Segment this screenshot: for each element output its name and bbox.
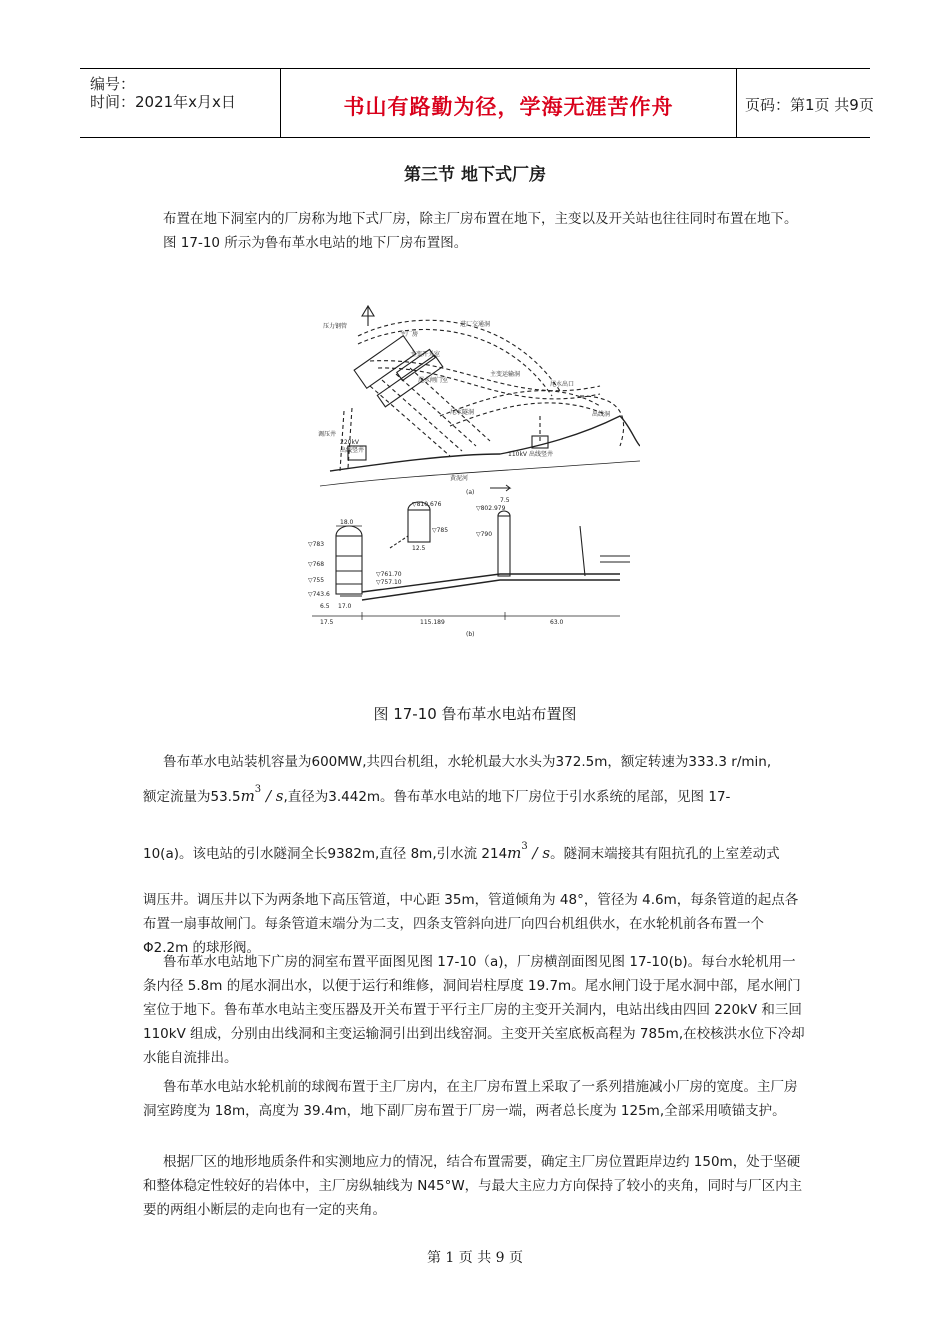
fig-label: ▽757.10 [376, 579, 402, 586]
p1-text-d: 10(a)。该电站的引水隧洞全长9382m,直径 8m,引水流 214 [143, 846, 508, 862]
unit-exponent: 3 [254, 784, 262, 795]
figure-section-view [312, 502, 630, 620]
fig-label: 出线竖井 [340, 447, 365, 454]
header-page-number: 页码：第1页 共9页 [745, 96, 874, 114]
fig-label: 110kV 出线竖井 [508, 451, 553, 458]
fig-label: (a) [466, 489, 475, 496]
fig-label: 主厂房 [400, 331, 419, 338]
fig-label: 17.5 [320, 619, 334, 626]
fig-label: ▽761.70 [376, 571, 402, 578]
fig-label: 调压井 [318, 431, 337, 438]
intro-line-2: 图 17-10 所示为鲁布革水电站的地下厂房布置图。 [163, 235, 468, 251]
figure-section-labels [308, 497, 564, 638]
header-page-cell [735, 69, 874, 137]
paragraph-4 [143, 1150, 808, 1222]
unit-exponent: 3 [521, 841, 528, 852]
p2-text: 鲁布革水电站地下广房的洞室布置平面图见图 17-10（a)，厂房横剖面图见图 17-10(b)。每台水轮机用一条内径 5.8m 的尾水洞出水，以便于运行和维修，洞间岩柱厚度 19.7m。尾水闸门设于尾水洞中部，尾水闸门室位于地下。鲁布革水电站主变压器及开关布置于平行主厂房的主变开关洞内，电站出线由四回 220kV 和三回 110kV 组成，分别由出线洞和主变运输洞引出到出线窑洞。主变开关室底板高程为 785m,在校核洪水位下冷却水能自流排出。 [143, 954, 805, 1066]
fig-label: 压力钢管 [323, 323, 348, 330]
figure-plan-labels [318, 320, 610, 496]
doc-date-label: 时间：2021年x月x日 [90, 93, 236, 111]
fig-label: 17.0 [338, 603, 352, 610]
figure-caption: 图 17-10 鲁布革水电站布置图 [373, 705, 577, 723]
fig-label: 18.0 [340, 519, 354, 526]
north-arrow-icon [362, 306, 374, 326]
p1-line-2 [143, 778, 808, 809]
fig-label: 12.5 [412, 545, 426, 552]
fig-label: 尾水闸门室 [418, 377, 449, 384]
p1-line-3 [143, 835, 808, 866]
paragraph-1 [143, 750, 808, 960]
p1-text-c: ,直径为3.442m。鲁布革水电站的地下厂房位于引水系统的尾部，见图 17- [283, 789, 731, 805]
fig-label: ▽743.6 [308, 591, 330, 598]
fig-label: ▽810.676 [412, 501, 442, 508]
fig-label: 115.189 [420, 619, 445, 626]
p1-text-e: 。隧洞末端接其有阻抗孔的上室差动式 [550, 846, 780, 862]
p1-text-b: 额定流量为53.5 [143, 789, 241, 805]
fig-label: ▽790 [476, 531, 493, 538]
paragraph-3 [143, 1075, 808, 1123]
fig-label: ▽755 [308, 577, 325, 584]
fig-label: 63.0 [550, 619, 564, 626]
fig-label: 7.5 [500, 497, 510, 504]
fig-label: 主变开关室 [410, 351, 441, 358]
paragraph-2 [143, 950, 808, 1070]
header-meta-cell [80, 69, 280, 137]
fig-label: 进厂交通洞 [460, 321, 491, 328]
fig-label: 220kV [340, 439, 360, 446]
fig-label: 出线洞 [592, 411, 611, 418]
unit-tail: / s [261, 787, 284, 805]
fig-label: (b) [466, 631, 475, 638]
page-footer: 第 1 页 共 9 页 [426, 1250, 524, 1266]
figure-17-10 [300, 296, 640, 644]
section-title: 第三节 地下式厂房 [404, 165, 546, 185]
fig-label: ▽785 [432, 527, 449, 534]
fig-label: 尾水隧洞 [450, 409, 475, 416]
page-header [80, 68, 874, 138]
fig-label: ▽802.979 [476, 505, 506, 512]
unit-base: m [507, 844, 522, 862]
fig-label: 主变运输洞 [490, 371, 521, 378]
flow-unit [240, 784, 284, 805]
doc-number-label: 编号： [90, 75, 136, 93]
fig-label: 黄泥河 [450, 475, 469, 482]
p1-line-4: 调压井。调压井以下为两条地下高压管道，中心距 35m，管道倾角为 48°，管径为 4.6m，每条管道的起点各布置一扇事故闸门。每条管道末端分为二支，四条支管斜向进厂向四台机组供水，在水轮机前各布置一个 Φ2.2m 的球形阀。 [143, 892, 799, 956]
unit-base: m [240, 787, 255, 805]
figure-plan-view [320, 306, 640, 491]
header-motto: 书山有路勤为径，学海无涯苦作舟 [343, 95, 674, 119]
p3-text: 鲁布革水电站水轮机前的球阀布置于主厂房内，在主厂房布置上采取了一系列措施减小厂房的宽度。主厂房洞室跨度为 18m，高度为 39.4m，地下副厂房布置于厂房一端，两者总长度为 125m,全部采用喷锚支护。 [143, 1079, 798, 1119]
intro-line-1: 布置在地下洞室内的厂房称为地下式厂房，除主厂房布置在地下，主变以及开关站也往往同时布置在地下。 [163, 211, 798, 227]
fig-label: 6.5 [320, 603, 330, 610]
p1-line-1: 鲁布革水电站装机容量为600MW,共四台机组，水轮机最大水头为372.5m，额定转速为333.3 r/min, [163, 754, 772, 770]
fig-label: ▽783 [308, 541, 325, 548]
p4-text: 根据厂区的地形地质条件和实测地应力的情况，结合布置需要，确定主厂房位置距岸边约 150m，处于坚硬和整体稳定性较好的岩体中，主厂房纵轴线为 N45°W，与最大主应力方向保持了较小的夹角，同时与厂区内主要的两组小断层的走向也有一定的夹角。 [143, 1154, 803, 1218]
intro-paragraph [143, 207, 808, 255]
unit-tail: / s [527, 844, 551, 862]
fig-label: ▽768 [308, 561, 325, 568]
flow-unit-2 [507, 841, 551, 862]
fig-label: 尾水出口 [550, 381, 575, 388]
header-motto-cell [280, 69, 737, 137]
